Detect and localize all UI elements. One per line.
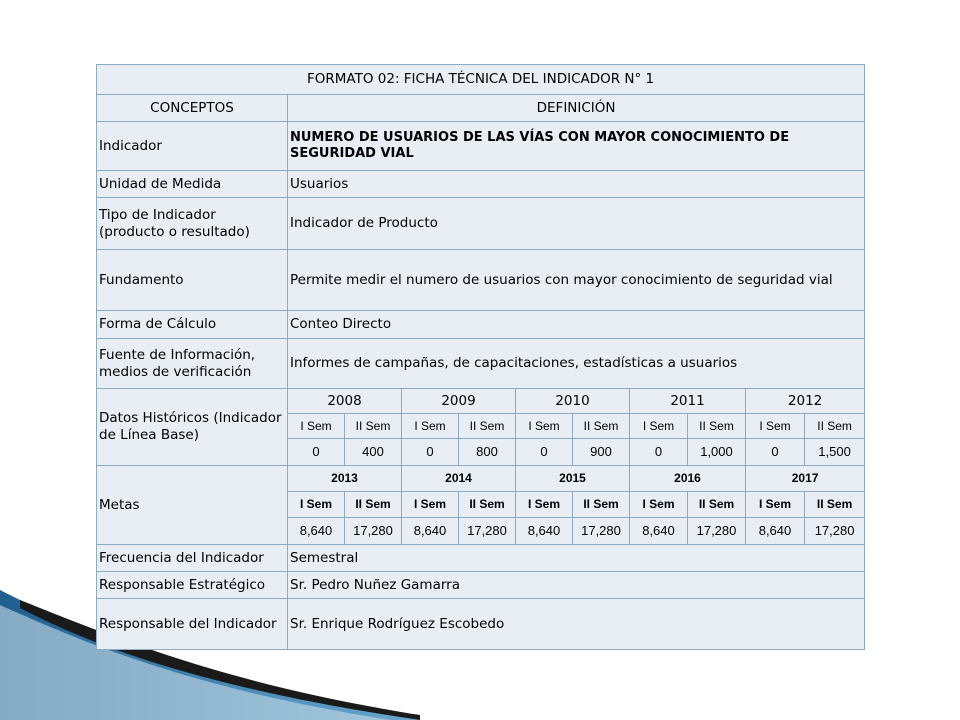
meta-value: 17,280 bbox=[573, 518, 630, 545]
meta-sem: I Sem bbox=[630, 492, 688, 518]
meta-value: 17,280 bbox=[805, 518, 865, 545]
historico-sem: I Sem bbox=[746, 414, 805, 439]
historico-value: 800 bbox=[459, 439, 516, 466]
label-historicos: Datos Históricos (Indicador de Línea Base) bbox=[97, 389, 288, 466]
historico-year: 2011 bbox=[630, 389, 746, 414]
meta-value: 17,280 bbox=[459, 518, 516, 545]
meta-sem: I Sem bbox=[402, 492, 459, 518]
meta-value: 17,280 bbox=[345, 518, 402, 545]
historico-value: 400 bbox=[345, 439, 402, 466]
historico-sem: I Sem bbox=[630, 414, 688, 439]
historico-value: 900 bbox=[573, 439, 630, 466]
value-tipo: Indicador de Producto bbox=[288, 198, 865, 250]
meta-value: 8,640 bbox=[746, 518, 805, 545]
meta-sem: II Sem bbox=[345, 492, 402, 518]
meta-sem: II Sem bbox=[573, 492, 630, 518]
ficha-tecnica-table bbox=[96, 64, 865, 650]
historico-sem: I Sem bbox=[288, 414, 345, 439]
historico-year: 2009 bbox=[402, 389, 516, 414]
historico-sem: II Sem bbox=[573, 414, 630, 439]
row-responsable-estrategico bbox=[97, 572, 865, 599]
label-fundamento: Fundamento bbox=[97, 250, 288, 311]
historico-value: 0 bbox=[746, 439, 805, 466]
historico-year: 2010 bbox=[516, 389, 630, 414]
metas-years-row bbox=[97, 466, 865, 492]
historico-value: 0 bbox=[288, 439, 345, 466]
row-frecuencia bbox=[97, 545, 865, 572]
header-conceptos: CONCEPTOS bbox=[97, 95, 288, 122]
meta-sem: I Sem bbox=[516, 492, 573, 518]
row-forma bbox=[97, 311, 865, 339]
meta-value: 17,280 bbox=[688, 518, 746, 545]
value-fuente: Informes de campañas, de capacitaciones, estadísticas a usuarios bbox=[288, 339, 865, 389]
label-responsable-indicador: Responsable del Indicador bbox=[97, 599, 288, 650]
historico-value: 0 bbox=[516, 439, 573, 466]
meta-value: 8,640 bbox=[516, 518, 573, 545]
meta-value: 8,640 bbox=[402, 518, 459, 545]
label-metas: Metas bbox=[97, 466, 288, 545]
historico-sem: II Sem bbox=[688, 414, 746, 439]
meta-sem: II Sem bbox=[805, 492, 865, 518]
meta-sem: I Sem bbox=[288, 492, 345, 518]
label-unidad: Unidad de Medida bbox=[97, 171, 288, 198]
label-indicador: Indicador bbox=[97, 122, 288, 171]
row-responsable-indicador bbox=[97, 599, 865, 650]
meta-year: 2014 bbox=[402, 466, 516, 492]
historico-sem: II Sem bbox=[459, 414, 516, 439]
label-forma: Forma de Cálculo bbox=[97, 311, 288, 339]
historico-year: 2012 bbox=[746, 389, 865, 414]
label-frecuencia: Frecuencia del Indicador bbox=[97, 545, 288, 572]
historico-value: 0 bbox=[402, 439, 459, 466]
row-fuente bbox=[97, 339, 865, 389]
meta-sem: I Sem bbox=[746, 492, 805, 518]
row-fundamento bbox=[97, 250, 865, 311]
value-frecuencia: Semestral bbox=[288, 545, 865, 572]
meta-year: 2017 bbox=[746, 466, 865, 492]
row-indicador bbox=[97, 122, 865, 171]
meta-sem: II Sem bbox=[688, 492, 746, 518]
row-tipo bbox=[97, 198, 865, 250]
meta-year: 2015 bbox=[516, 466, 630, 492]
historicos-years-row bbox=[97, 389, 865, 414]
label-responsable-estrategico: Responsable Estratégico bbox=[97, 572, 288, 599]
value-unidad: Usuarios bbox=[288, 171, 865, 198]
meta-year: 2013 bbox=[288, 466, 402, 492]
value-responsable-estrategico: Sr. Pedro Nuñez Gamarra bbox=[288, 572, 865, 599]
value-fundamento: Permite medir el numero de usuarios con mayor conocimiento de seguridad vial bbox=[288, 250, 865, 311]
header-row bbox=[97, 95, 865, 122]
value-responsable-indicador: Sr. Enrique Rodríguez Escobedo bbox=[288, 599, 865, 650]
value-forma: Conteo Directo bbox=[288, 311, 865, 339]
label-fuente: Fuente de Información, medios de verificación bbox=[97, 339, 288, 389]
historico-sem: II Sem bbox=[805, 414, 865, 439]
meta-year: 2016 bbox=[630, 466, 746, 492]
meta-value: 8,640 bbox=[288, 518, 345, 545]
title-row bbox=[97, 65, 865, 95]
historico-sem: II Sem bbox=[345, 414, 402, 439]
label-tipo: Tipo de Indicador (producto o resultado) bbox=[97, 198, 288, 250]
historico-sem: I Sem bbox=[402, 414, 459, 439]
historico-sem: I Sem bbox=[516, 414, 573, 439]
historico-value: 0 bbox=[630, 439, 688, 466]
meta-value: 8,640 bbox=[630, 518, 688, 545]
historico-value: 1,000 bbox=[688, 439, 746, 466]
historico-value: 1,500 bbox=[805, 439, 865, 466]
meta-sem: II Sem bbox=[459, 492, 516, 518]
historico-year: 2008 bbox=[288, 389, 402, 414]
table-title: FORMATO 02: FICHA TÉCNICA DEL INDICADOR N° 1 bbox=[97, 65, 865, 95]
row-unidad bbox=[97, 171, 865, 198]
header-definicion: DEFINICIÓN bbox=[288, 95, 865, 122]
value-indicador: NUMERO DE USUARIOS DE LAS VÍAS CON MAYOR CONOCIMIENTO DE SEGURIDAD VIAL bbox=[288, 122, 865, 171]
